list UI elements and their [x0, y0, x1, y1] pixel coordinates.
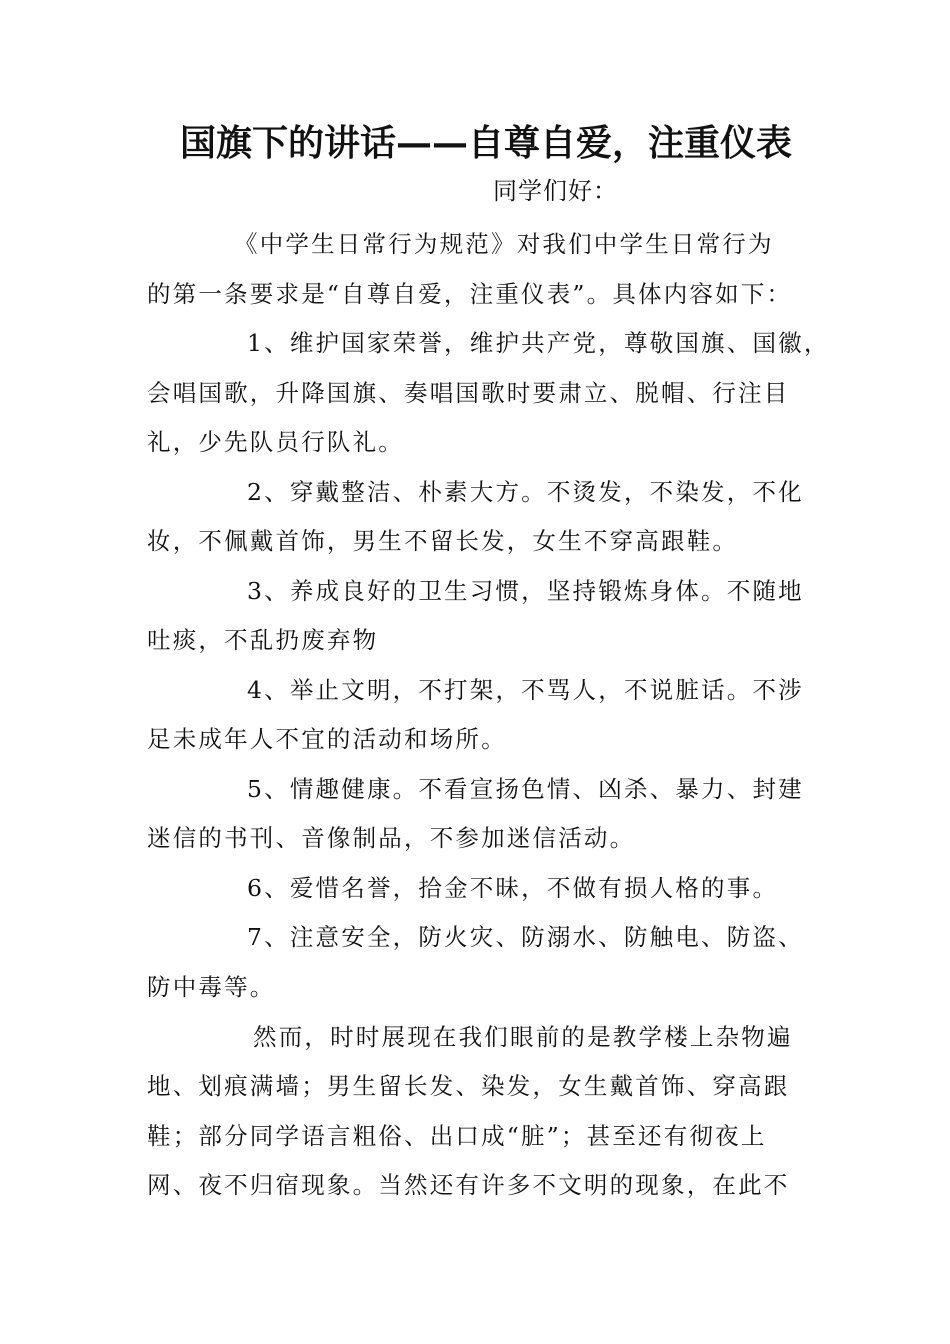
- paragraph-line: 《中学生日常行为规范》对我们中学生日常行为: [234, 230, 774, 258]
- paragraph-line: 迷信的书刊、音像制品，不参加迷信活动。: [147, 824, 636, 852]
- paragraph-line: 6、爱惜名誉，拾金不昧，不做有损人格的事。: [247, 874, 779, 902]
- paragraph-line: 吐痰，不乱扔废弃物: [147, 626, 379, 654]
- page-title: 国旗下的讲话——自尊自爱，注重仪表: [179, 122, 792, 164]
- paragraph-line: 鞋；部分同学语言粗俗、出口成“脏”；甚至还有彻夜上: [147, 1122, 767, 1150]
- paragraph-line: 的第一条要求是“自尊自爱，注重仪表”。具体内容如下：: [147, 280, 793, 308]
- paragraph-line: 2、穿戴整洁、朴素大方。不烫发，不染发，不化: [247, 478, 804, 506]
- paragraph-line: 5、情趣健康。不看宣扬色情、凶杀、暴力、封建: [247, 775, 804, 803]
- paragraph-line: 1、维护国家荣誉，维护共产党，尊敬国旗、国徽，: [247, 329, 830, 357]
- paragraph-line: 礼，少先队员行队礼。: [147, 428, 404, 456]
- paragraph-line: 然而，时时展现在我们眼前的是教学楼上杂物遍: [253, 1023, 793, 1051]
- paragraph-line: 妆，不佩戴首饰，男生不留长发，女生不穿高跟鞋。: [147, 527, 739, 555]
- paragraph-line: 会唱国歌，升降国旗、奏唱国歌时要肃立、脱帽、行注目: [147, 379, 790, 407]
- paragraph-line: 防中毒等。: [147, 973, 276, 1001]
- paragraph-line: 4、举止文明，不打架，不骂人，不说脏话。不涉: [247, 676, 804, 704]
- greeting: 同学们好：: [493, 177, 618, 205]
- paragraph-line: 足未成年人不宜的活动和场所。: [147, 725, 507, 753]
- paragraph-line: 网、夜不归宿现象。当然还有许多不文明的现象，在此不: [147, 1171, 790, 1199]
- paragraph-line: 7、注意安全，防火灾、防溺水、防触电、防盗、: [247, 923, 804, 951]
- paragraph-line: 3、养成良好的卫生习惯，坚持锻炼身体。不随地: [247, 577, 804, 605]
- paragraph-line: 地、划痕满墙；男生留长发、染发，女生戴首饰、穿高跟: [147, 1072, 790, 1100]
